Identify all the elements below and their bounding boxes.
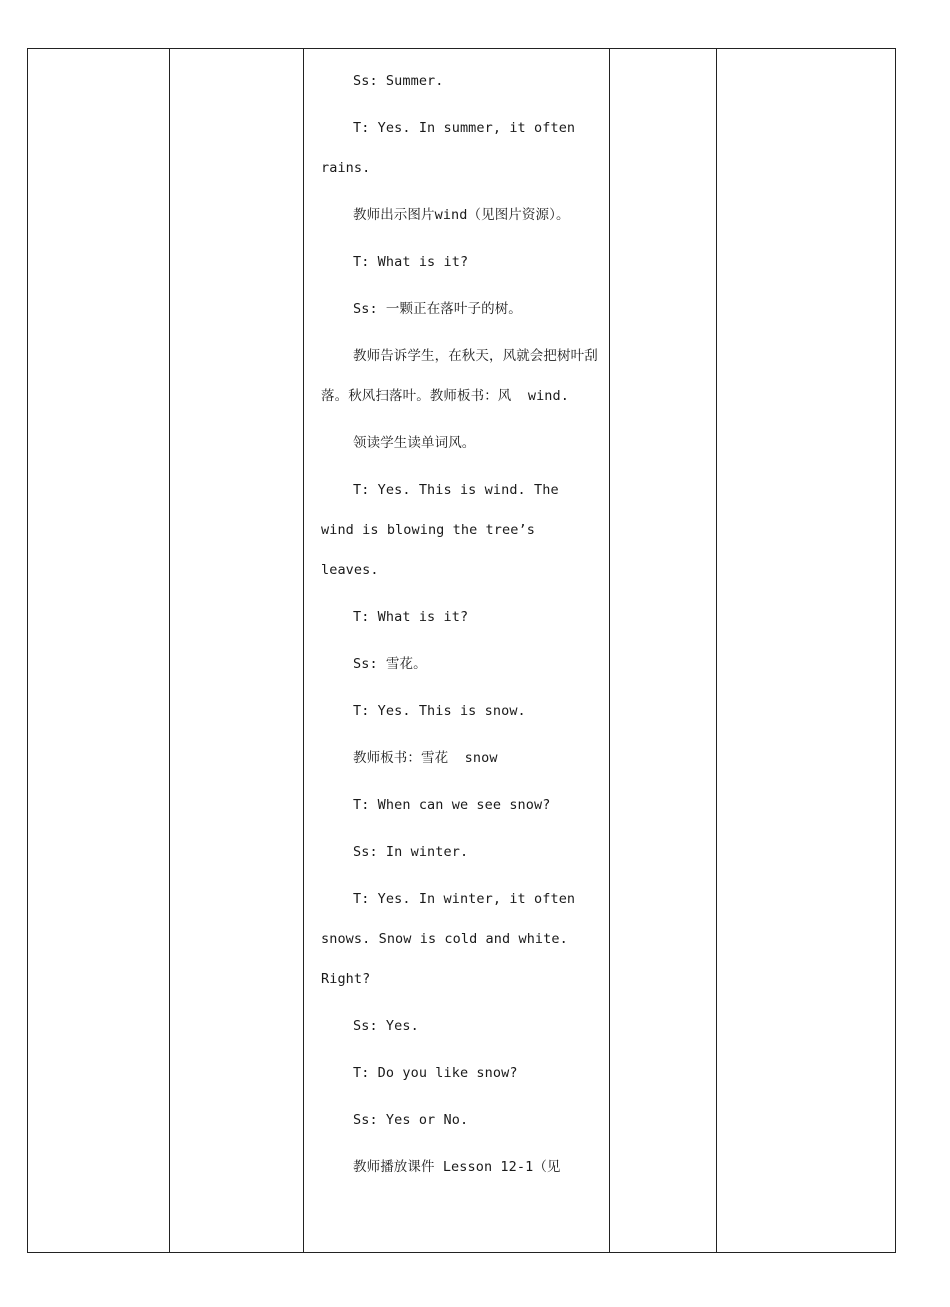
paragraph: Ss: Yes or No.: [353, 1112, 469, 1128]
paragraph: Ss: 雪花。: [353, 656, 427, 672]
paragraph: T: Yes. In summer, it often rains.: [321, 120, 584, 176]
lesson-plan-table: [27, 48, 896, 1253]
table-cell-column-5: [717, 49, 896, 1253]
paragraph: Ss: Summer.: [353, 73, 444, 89]
paragraph: 教师板书：雪花 snow: [353, 750, 498, 766]
paragraph: T: What is it?: [353, 254, 469, 270]
paragraph: T: Yes. In winter, it often snows. Snow is cold and white. Right?: [321, 891, 584, 987]
paragraph: T: Do you like snow?: [353, 1065, 518, 1081]
table-cell-column-4: [610, 49, 717, 1253]
paragraph: Ss: 一颗正在落叶子的树。: [353, 301, 522, 317]
paragraph: Ss: Yes.: [353, 1018, 419, 1034]
table-row: [28, 49, 896, 1253]
paragraph: T: Yes. This is wind. The wind is blowing the tree’s leaves.: [321, 482, 567, 578]
table-cell-column-2: [170, 49, 304, 1253]
table-cell-column-1: [28, 49, 170, 1253]
paragraph: Ss: In winter.: [353, 844, 469, 860]
paragraph: 教师播放课件 Lesson 12-1（见: [353, 1159, 561, 1175]
paragraph: T: When can we see snow?: [353, 797, 551, 813]
paragraph: 领读学生读单词风。: [353, 435, 476, 451]
paragraph: 教师出示图片wind（见图片资源）。: [353, 207, 570, 223]
activities-content: [304, 49, 609, 1187]
paragraph: T: Yes. This is snow.: [353, 703, 526, 719]
table-cell-activities: [304, 49, 610, 1253]
paragraph: 教师告诉学生，在秋天，风就会把树叶刮落。秋风扫落叶。教师板书：风 wind.: [321, 348, 598, 404]
paragraph: T: What is it?: [353, 609, 469, 625]
